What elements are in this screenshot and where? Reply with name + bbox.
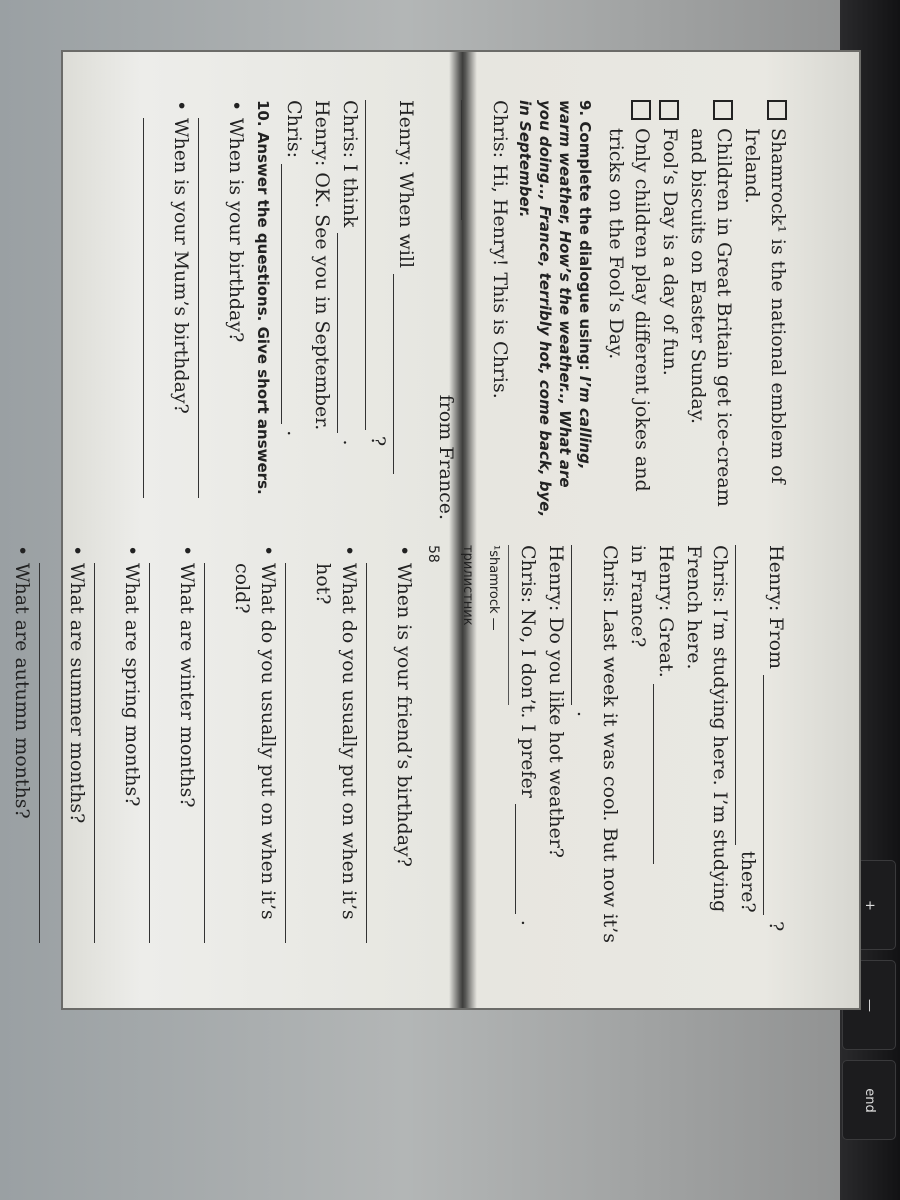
dialogue-line: Chris: I think . bbox=[339, 100, 361, 446]
checkbox-icon[interactable] bbox=[713, 100, 733, 120]
dialogue-line: Chris: Last week it was cool. But now it’s . bbox=[573, 545, 621, 943]
dialogue-line: Henry: Great. bbox=[653, 545, 679, 965]
answer-blank[interactable] bbox=[763, 675, 782, 915]
dialogue-line: Chris: . bbox=[283, 100, 305, 437]
answer-blank[interactable] bbox=[366, 563, 387, 943]
left-page-column-1 bbox=[431, 100, 791, 520]
page-number: 58 bbox=[425, 545, 441, 563]
left-page-column-2 bbox=[420, 545, 791, 965]
answer-blank[interactable] bbox=[39, 563, 60, 943]
answer-blank[interactable] bbox=[461, 100, 480, 220]
dialogue-line: in France? bbox=[627, 545, 649, 648]
checklist-item: Shamrock¹ is the national emblem of Ireland. bbox=[739, 100, 791, 520]
dialogue-line: there? bbox=[735, 545, 761, 965]
answer-blank[interactable] bbox=[653, 684, 672, 864]
answer-blank[interactable] bbox=[143, 118, 164, 498]
answer-blank[interactable] bbox=[515, 804, 534, 914]
checkbox-icon[interactable] bbox=[631, 100, 651, 120]
right-page-column-2 bbox=[0, 545, 421, 965]
question-item: • What are summer months? bbox=[64, 545, 90, 965]
dialogue-line: from France. bbox=[435, 394, 457, 520]
answer-blank[interactable] bbox=[285, 563, 306, 943]
answer-blank[interactable] bbox=[94, 563, 115, 943]
answer-blank[interactable] bbox=[0, 563, 5, 943]
checklist-item: Only children play different jokes and tricks on the Fool’s Day. bbox=[603, 100, 655, 520]
plus-key[interactable]: + bbox=[842, 860, 896, 950]
dialogue-line: Henry: Do you like hot weather? bbox=[545, 545, 567, 858]
right-page bbox=[11, 90, 421, 970]
answer-blank[interactable] bbox=[337, 233, 356, 433]
question-item: • What are autumn months? bbox=[9, 545, 35, 965]
end-key[interactable]: end bbox=[842, 1060, 896, 1140]
left-page bbox=[425, 90, 791, 970]
answer-blank[interactable] bbox=[198, 118, 219, 498]
textbook-spread bbox=[11, 50, 861, 1010]
dialogue-line: Henry: OK. See you in September. bbox=[311, 100, 333, 431]
dialogue-line: Chris: I’m studying here. I’m studying French here. bbox=[683, 545, 731, 913]
checkbox-icon[interactable] bbox=[659, 100, 679, 120]
answer-blank[interactable] bbox=[393, 274, 412, 474]
footnote: ¹shamrock — трилистник bbox=[454, 545, 509, 705]
answer-blank[interactable] bbox=[204, 563, 225, 943]
question-item: • When is your birthday? bbox=[223, 100, 249, 520]
question-item: • What are winter months? bbox=[174, 545, 200, 965]
dialogue-line: Chris: Hi, Henry! This is Chris. bbox=[461, 100, 513, 520]
dialogue-line: Chris: No, I don’t. I prefer . bbox=[517, 545, 539, 926]
answer-blank[interactable] bbox=[149, 563, 170, 943]
answer-blank[interactable] bbox=[365, 100, 384, 430]
checklist-item: Children in Great Britain get ice-cream and biscuits on Easter Sunday. bbox=[685, 100, 737, 520]
right-page-column-1 bbox=[139, 100, 421, 520]
minus-key[interactable]: — bbox=[842, 960, 896, 1050]
answer-blank[interactable] bbox=[281, 164, 300, 424]
checkbox-icon[interactable] bbox=[767, 100, 787, 120]
question-item: • When is your Mum’s birthday? bbox=[168, 100, 194, 520]
exercise-10-title: 10. Answer the questions. Give short answers. bbox=[254, 100, 272, 495]
exercise-9-title: 9. Complete the dialogue using: I’m calling, warm weather, How’s the weather.., What are you doing.., France, terribly hot, come back, bye, in September. bbox=[516, 100, 594, 518]
question-item: • What do you usually put on when it’s hot? bbox=[310, 545, 362, 965]
question-item: • What are spring months? bbox=[119, 545, 145, 965]
question-item: • When is your friend’s birthday? bbox=[391, 545, 417, 965]
dialogue-line: Henry: When will bbox=[393, 100, 419, 520]
dialogue-line: Henry: From ? bbox=[765, 545, 787, 932]
question-item: • What do you usually put on when it’s cold? bbox=[229, 545, 281, 965]
answer-blank[interactable] bbox=[571, 545, 590, 705]
checklist-item: Fool’s Day is a day of fun. bbox=[657, 100, 683, 520]
answer-blank[interactable] bbox=[735, 545, 754, 845]
dialogue-line: ? bbox=[365, 100, 391, 520]
